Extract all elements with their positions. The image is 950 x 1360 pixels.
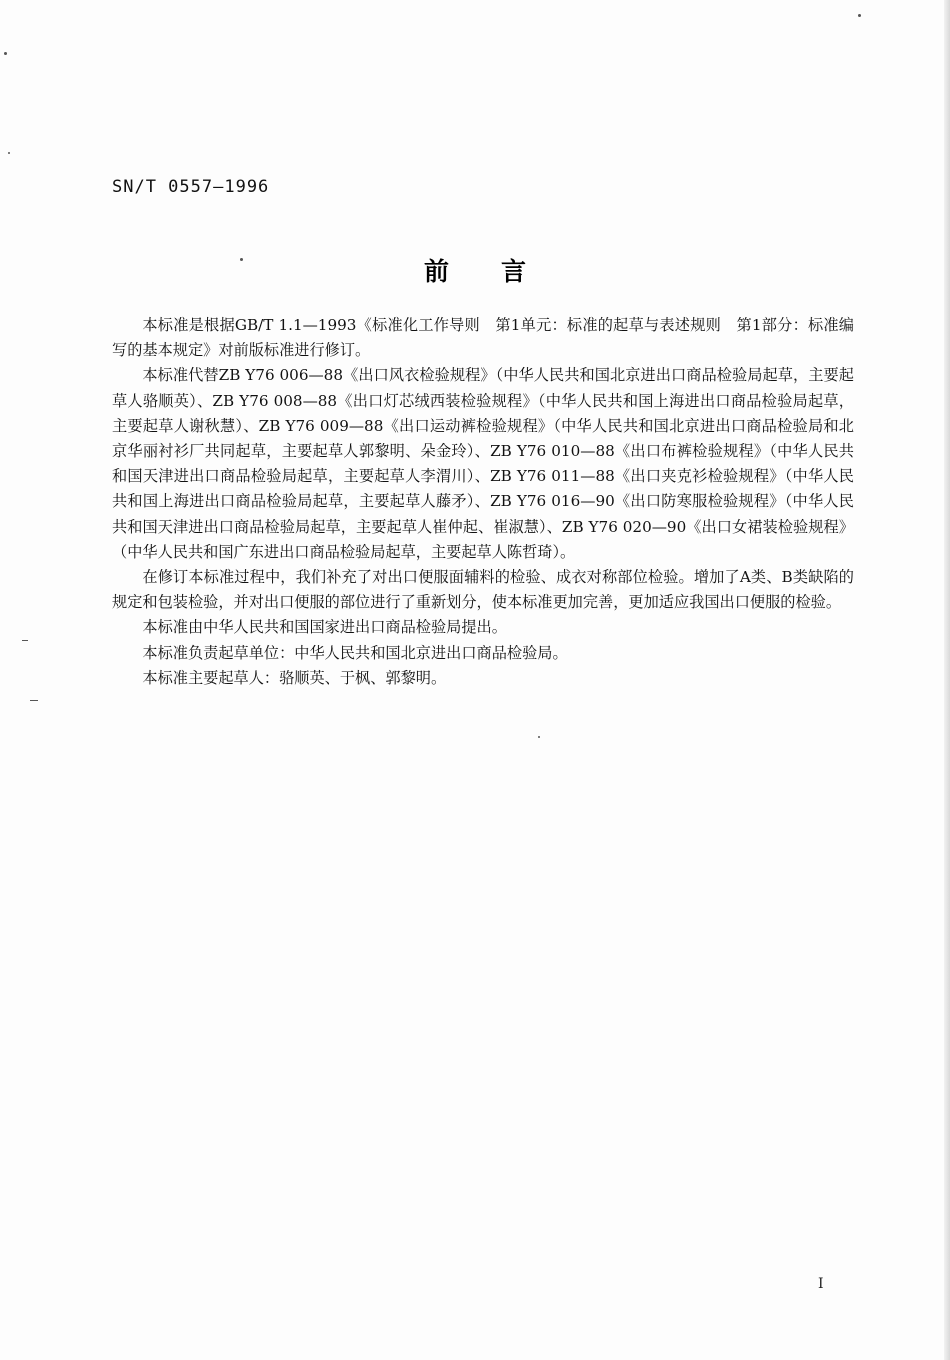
page-title: 前言 [423, 257, 578, 286]
paragraph-proposer: 本标准由中华人民共和国国家进出口商品检验局提出。 [142, 618, 507, 637]
paragraph-revision-changes: 在修订本标准过程中，我们补充了对出口便服面辅料的检验、成衣对称部位检验。增加了A类、B类缺陷的规定和包装检验，并对出口便服的部位进行了重新划分，使本标准更加完善，更加适应我国出口便服的检验。 [112, 568, 854, 612]
paragraph-drafters: 本标准主要起草人：骆顺英、于枫、郭黎明。 [142, 668, 447, 687]
foreword-body [112, 313, 854, 691]
scan-edge [944, 0, 950, 1360]
scan-speck [538, 736, 540, 738]
paragraph-revision-basis: 本标准是根据GB/T 1.1—1993《标准化工作导则 第1单元：标准的起草与表述规则 第1部分：标准编写的基本规定》对前版标准进行修订。 [112, 316, 854, 360]
scan-speck [22, 640, 28, 641]
page-number: I [818, 1276, 824, 1292]
paragraph-drafting-unit: 本标准负责起草单位：中华人民共和国北京进出口商品检验局。 [142, 643, 568, 662]
scan-speck [30, 700, 38, 701]
scan-speck [8, 152, 10, 154]
scan-speck [4, 52, 7, 55]
standard-number: SN/T 0557—1996 [112, 177, 270, 197]
paragraph-replaced-standards: 本标准代替ZB Y76 006—88《出口风衣检验规程》（中华人民共和国北京进出口商品检验局起草，主要起草人骆顺英）、ZB Y76 008—88《出口灯芯绒西装检验规程》（中华人民共和国上海进出口商品检验局起草，主要起草人谢秋慧）、ZB Y76 009—88《出口运动裤检验规程》（中华人民共和国北京进出口商品检验局和北京华丽衬衫厂共同起草，主要起草人郭黎明、朵金玲）、ZB Y76 010—88《出口布裤检验规程》（中华人民共和国天津进出口商品检验局起草，主要起草人李渭川）、ZB Y76 011—88《出口夹克衫检验规程》（中华人民共和国上海进出口商品检验局起草，主要起草人藤矛）、ZB Y76 016—90《出口防寒服检验规程》（中华人民共和国天津进出口商品检验局起草，主要起草人崔仲起、崔淑慧）、ZB Y76 020—90《出口女裙装检验规程》（中华人民共和国广东进出口商品检验局起草，主要起草人陈哲琦）。 [112, 366, 854, 561]
scan-speck [858, 14, 861, 17]
